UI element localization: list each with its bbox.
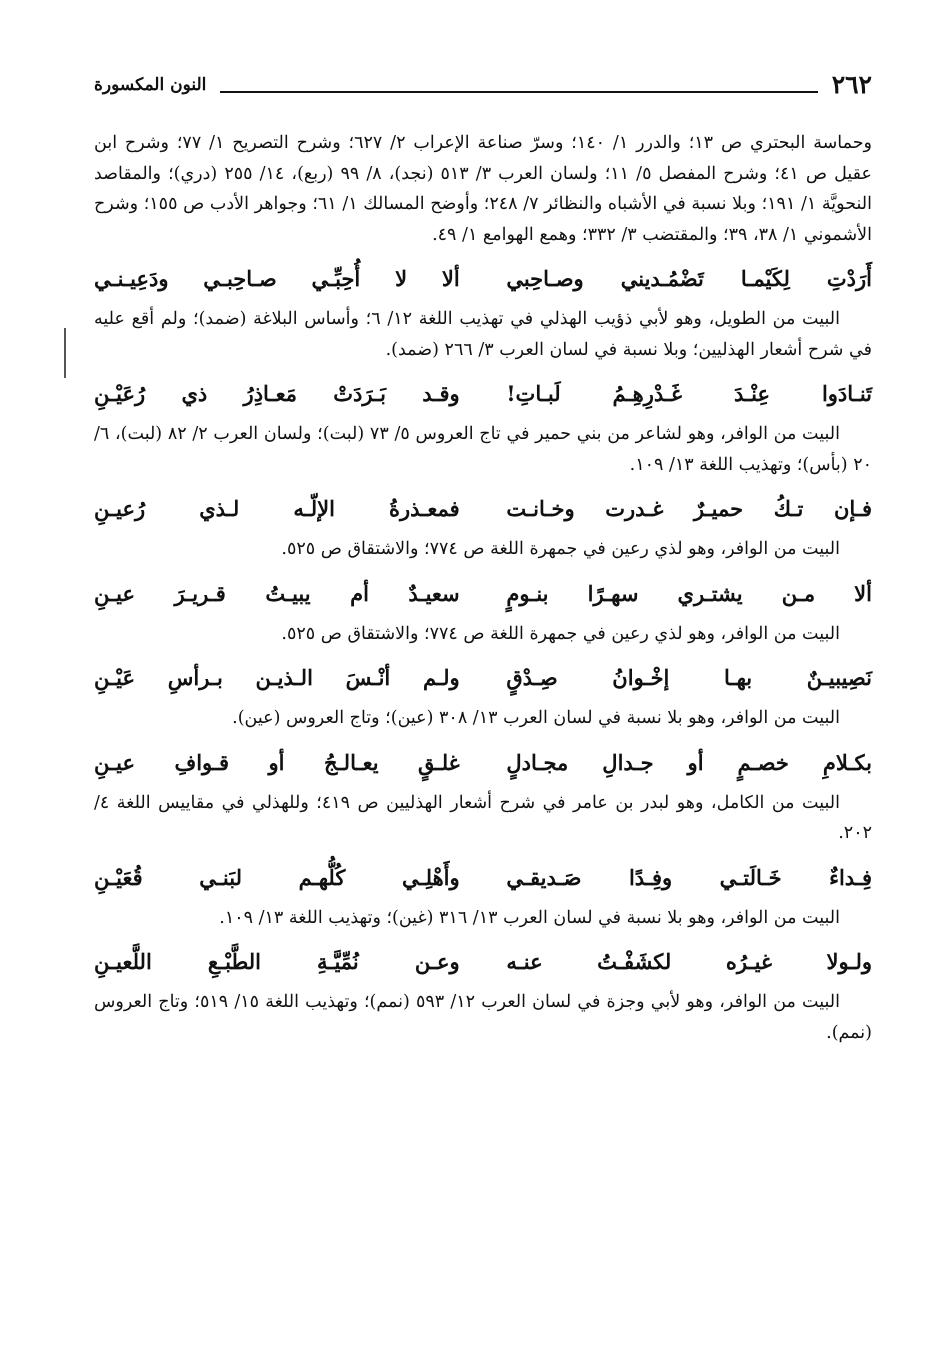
verse-second-hemistich: ألا لا أُحِبِّـي صـاحِبـي ودَعِيـنـي (94, 266, 460, 291)
intro-paragraph: وحماسة البحتري ص ١٣؛ والدرر ١/ ١٤٠؛ وسرّ صناعة الإعراب ٢/ ٦٢٧؛ وشرح التصريح ١/ ٧٧؛ وشرح ابن عقيل ص ٤١؛ وشرح المفصل ٥/ ١١؛ ولسان العرب ٣/ ٥١٣ (نجد)، ٨/ ٩٩ (ربع)، ١٤/ ٢٥٥ (دري)؛ والمقاصد النحويَّة ١/ ١٩١؛ وبلا نسبة في الأشباه والنظائر ٧/ ٢٤٨؛ وأوضح المسالك ١/ ٦١؛ وجواهر الأدب ص ١٥٥؛ وشرح الأشموني ١/ ٣٨، ٣٩؛ والمقتضب ٣/ ٣٣٢؛ وهمع الهوامع ١/ ٤٩. (94, 133, 872, 245)
verse-line (94, 663, 872, 693)
verse-commentary: البيت من الوافر، وهو لأبي وجزة في لسان العرب ١٢/ ٥٩٣ (نمم)؛ وتهذيب اللغة ١٥/ ٥١٩؛ وتاج العروس (نمم). (94, 992, 872, 1043)
verse-first-hemistich: ولـولا غيـرُه لكشَفْـتُ عنـه (506, 949, 872, 974)
verse-entry (94, 947, 872, 1048)
book-page (94, 66, 872, 1048)
margin-mark (64, 328, 66, 378)
header-rule (220, 91, 817, 93)
verse-second-hemistich: وقـد بَـرَدَتْ مَعـاذِرُ ذي رُعَيْـنِ (94, 381, 460, 406)
verse-line (94, 748, 872, 778)
verse-line (94, 264, 872, 294)
running-title: النون المكسورة (94, 75, 207, 95)
verse-commentary: البيت من الكامل، وهو لبدر بن عامر في شرح أشعار الهذليين ص ٤١٩؛ وللهذلي في مقاييس اللغة ٤/ ٢٠٢. (94, 792, 872, 843)
verse-entry (94, 379, 872, 480)
verse-second-hemistich: وعـن نُمِّيَّـةِ الطَّبْـعِ اللَّعيـنِ (94, 949, 460, 974)
verse-second-hemistich: ولـم أنْـسَ الـذيـن بـرأسِ عَيْـنِ (94, 665, 460, 690)
verse-first-hemistich: بكـلامِ خصـمٍ أو جـدالِ مجـادلٍ (506, 749, 872, 775)
verse-commentary: البيت من الوافر، وهو لذي رعين في جمهرة اللغة ص ٧٧٤؛ والاشتقاق ص ٥٢٥. (281, 623, 840, 644)
verse-first-hemistich: فِـداءٌ خَـالَتـي وفِـدًا صَـديقـي (506, 864, 872, 890)
verse-line (94, 379, 872, 409)
verse-commentary: البيت من الوافر، وهو بلا نسبة في لسان العرب ١٣/ ٣٠٨ (عين)؛ وتاج العروس (عين). (232, 708, 840, 728)
verse-entry (94, 264, 872, 365)
verse-line (94, 579, 872, 609)
verse-second-hemistich: وأَهْلِـي كُلُّهـم لبَنـي قُعَيْـنِ (94, 864, 460, 890)
verse-entry (94, 748, 872, 849)
page-number: ٢٦٢ (831, 70, 872, 99)
verse-first-hemistich: فـإن تـكُ حميـرٌ غـدرت وخـانـت (506, 496, 872, 521)
verse-first-hemistich: أَرَدْتِ لِكَيْمـا تَضْمُـديني وصـاحِبي (506, 266, 872, 291)
verse-commentary: البيت من الوافر، وهو لذي رعين في جمهرة اللغة ص ٧٧٤؛ والاشتقاق ص ٥٢٥. (281, 539, 840, 559)
verse-entry (94, 663, 872, 734)
verse-line (94, 863, 872, 893)
verse-second-hemistich: فمعـذرةُ الإلّـه لـذي رُعيـنِ (94, 496, 460, 521)
verse-second-hemistich: سعيـدٌ أم يبيـتُ قـريـرَ عيـنِ (94, 580, 460, 606)
verse-commentary: البيت من الوافر، وهو بلا نسبة في لسان العرب ١٣/ ٣١٦ (غين)؛ وتهذيب اللغة ١٣/ ١٠٩. (219, 907, 840, 928)
verse-line (94, 947, 872, 977)
page-header (94, 66, 872, 100)
verse-line (94, 494, 872, 524)
verse-entry (94, 579, 872, 650)
verse-commentary: البيت من الطويل، وهو لأبي ذؤيب الهذلي في تهذيب اللغة ١٢/ ٦؛ وأساس البلاغة (ضمد)؛ ولم أقع عليه في شرح أشعار الهذليين؛ وبلا نسبة في لسان العرب ٣/ ٢٦٦ (ضمد). (94, 309, 872, 360)
verse-first-hemistich: تَنـادَوا عِنْـدَ غَـدْرِهِـمُ لَبـاتِ! (506, 381, 872, 406)
verse-second-hemistich: غلـقٍ يعـالـجُ أو قـوافِ عيـنِ (94, 749, 460, 775)
verse-first-hemistich: ألا مـن يشتـري سهـرًا بنـومٍ (506, 580, 872, 606)
verse-commentary: البيت من الوافر، وهو لشاعر من بني حمير في تاج العروس ٥/ ٧٣ (لبت)؛ ولسان العرب ٢/ ٨٢ (لبت)، ٦/ ٢٠ (بأس)؛ وتهذيب اللغة ١٣/ ١٠٩. (94, 424, 872, 475)
verse-first-hemistich: نَصِيبيـنٌ بهـا إخْـوانُ صِـدْقٍ (506, 665, 872, 690)
verse-entry (94, 863, 872, 934)
verse-entry (94, 494, 872, 565)
